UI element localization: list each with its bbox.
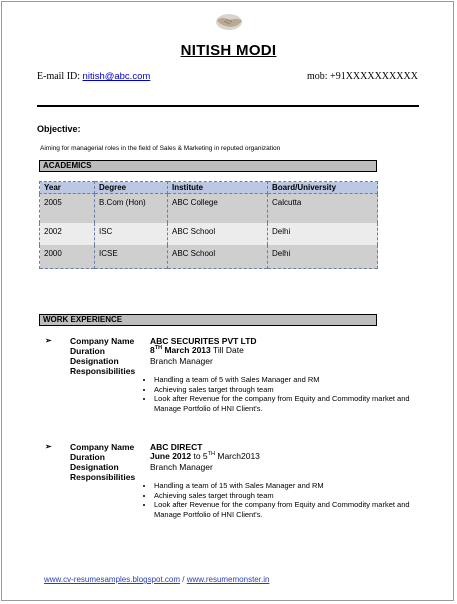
duration-label: Duration (70, 346, 105, 356)
objective-title: Objective: (37, 124, 81, 134)
cell-board: Delhi (268, 245, 378, 269)
list-item: Manage Portfolio of HNI Client's. (154, 403, 263, 413)
arrow-bullet-icon: ➢ (45, 442, 52, 451)
list-item: • Handling a team of 15 with Sales Manager and RM (154, 481, 429, 491)
objective-text: Aiming for managerial roles in the field of Sales & Marketing in reputed organization (40, 145, 281, 152)
col-degree: Degree (95, 182, 168, 194)
email-label: E-mail ID: (37, 71, 81, 82)
cell-degree: B.Com (Hon) (95, 194, 168, 224)
email-link[interactable]: nitish@abc.com (82, 71, 151, 82)
responsibilities-label: Responsibilities (70, 366, 136, 376)
list-item: • Handling a team of 5 with Sales Manager and RM (154, 375, 429, 385)
arrow-bullet-icon: ➢ (45, 336, 52, 345)
list-item: • Achieving sales target through team (154, 385, 429, 395)
responsibilities-list (140, 375, 429, 413)
cell-year: 2000 (40, 245, 95, 269)
designation-label: Designation (70, 356, 119, 366)
list-item: • Look after Revenue for the company from Equity and Commodity market and (154, 394, 429, 404)
designation-value: Branch Manager (150, 462, 213, 472)
responsibilities-label: Responsibilities (70, 472, 136, 482)
cell-board: Delhi (268, 223, 378, 245)
footer-links (44, 575, 269, 584)
duration-label: Duration (70, 452, 105, 462)
table-row (40, 223, 378, 245)
duration-value (150, 345, 244, 355)
list-item: Manage Portfolio of HNI Client's. (154, 509, 263, 519)
duration-value (150, 451, 260, 461)
company-name: ABC SECURITES PVT LTD (150, 336, 257, 346)
cell-institute: ABC School (168, 245, 268, 269)
header-divider (37, 105, 419, 107)
duration-tail: Till Date (210, 345, 244, 355)
duration-day: 8 (150, 345, 155, 355)
col-year: Year (40, 182, 95, 194)
company-label: Company Name (70, 442, 135, 452)
duration-start: June 2012 (150, 451, 192, 461)
cell-institute: ABC School (168, 223, 268, 245)
cell-year: 2005 (40, 194, 95, 224)
duration-sup: TH (154, 345, 163, 352)
responsibilities-list (140, 481, 429, 519)
cell-degree: ICSE (95, 245, 168, 269)
list-item: • Achieving sales target through team (154, 491, 429, 501)
list-item: • Look after Revenue for the company from Equity and Commodity market and (154, 500, 429, 510)
handshake-icon (214, 10, 244, 32)
email-line (37, 71, 150, 82)
duration-sup: TH (207, 451, 216, 458)
mobile-number: mob: +91XXXXXXXXXX (307, 71, 418, 82)
cell-year: 2002 (40, 223, 95, 245)
col-institute: Institute (168, 182, 268, 194)
designation-label: Designation (70, 462, 119, 472)
academics-title: ACADEMICS (39, 160, 377, 172)
footer-separator: / (180, 575, 187, 584)
academics-table (39, 181, 378, 269)
duration-month: March 2013 (162, 345, 211, 355)
col-board: Board/University (268, 182, 378, 194)
table-row (40, 245, 378, 269)
footer-link-resumemonster[interactable]: www.resumemonster.in (186, 575, 270, 584)
candidate-name: NITISH MODI (180, 42, 277, 59)
cell-degree: ISC (95, 223, 168, 245)
cell-board: Calcutta (268, 194, 378, 224)
footer-link-cv-resumesamples[interactable]: www.cv-resumesamples.blogspot.com (44, 575, 181, 584)
work-experience-title: WORK EXPERIENCE (39, 314, 377, 326)
duration-mid: to 5 (191, 451, 208, 461)
table-header-row (40, 182, 378, 194)
designation-value: Branch Manager (150, 356, 213, 366)
company-name: ABC DIRECT (150, 442, 203, 452)
table-row (40, 194, 378, 224)
company-label: Company Name (70, 336, 135, 346)
cell-institute: ABC College (168, 194, 268, 224)
duration-tail: March2013 (215, 451, 260, 461)
